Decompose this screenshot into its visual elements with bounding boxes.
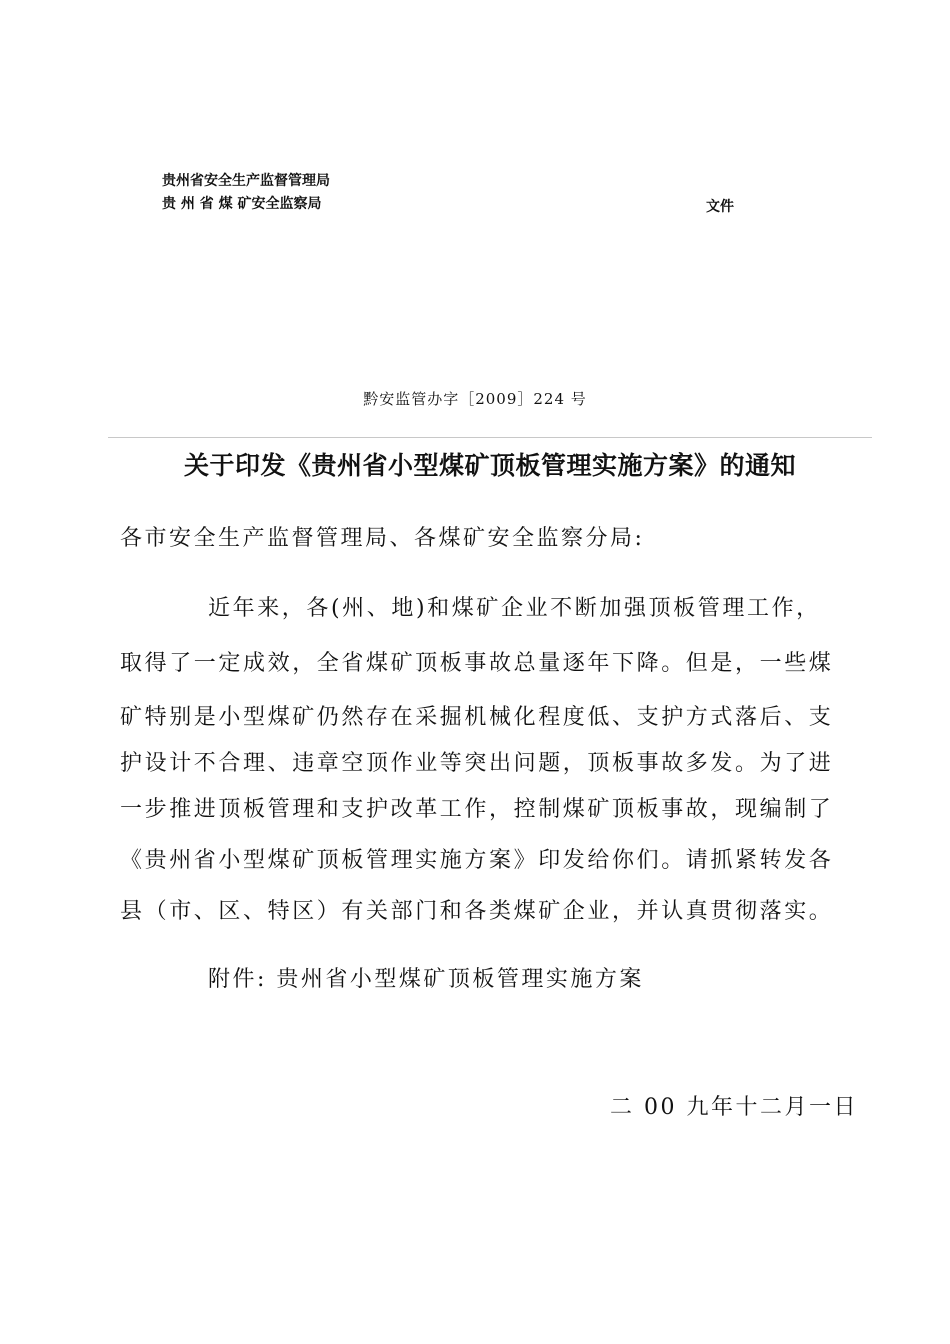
body-line: 护设计不合理、违章空顶作业等突出问题，顶板事故多发。为了进 <box>120 751 834 776</box>
salutation: 各市安全生产监督管理局、各煤矿安全监察分局: <box>120 526 645 551</box>
header-divider <box>108 437 872 438</box>
body-line: 《贵州省小型煤矿顶板管理实施方案》印发给你们。请抓紧转发各 <box>120 848 834 873</box>
body-line: 近年来，各(州、地)和煤矿企业不断加强顶板管理工作， <box>208 596 821 621</box>
issue-date: 二 00 九年十二月一日 <box>610 1095 858 1120</box>
document-number: 黔安监管办字［2009］224 号 <box>363 390 587 408</box>
body-line: 一步推进顶板管理和支护改革工作，控制煤矿顶板事故，现编制了 <box>120 797 834 822</box>
body-line: 取得了一定成效，全省煤矿顶板事故总量逐年下降。但是，一些煤 <box>120 651 834 676</box>
body-line: 县（市、区、特区）有关部门和各类煤矿企业，并认真贯彻落实。 <box>120 899 834 924</box>
issuer-name-1: 贵州省安全生产监督管理局 <box>162 173 330 189</box>
attachment-line: 附件: 贵州省小型煤矿顶板管理实施方案 <box>208 967 644 992</box>
body-line: 矿特别是小型煤矿仍然存在采掘机械化程度低、支护方式落后、支 <box>120 705 834 730</box>
document-title: 关于印发《贵州省小型煤矿顶板管理实施方案》的通知 <box>183 451 796 480</box>
issuer-name-2: 贵 州 省 煤 矿安全监察局 <box>162 196 322 212</box>
document-type-label: 文件 <box>706 199 734 215</box>
